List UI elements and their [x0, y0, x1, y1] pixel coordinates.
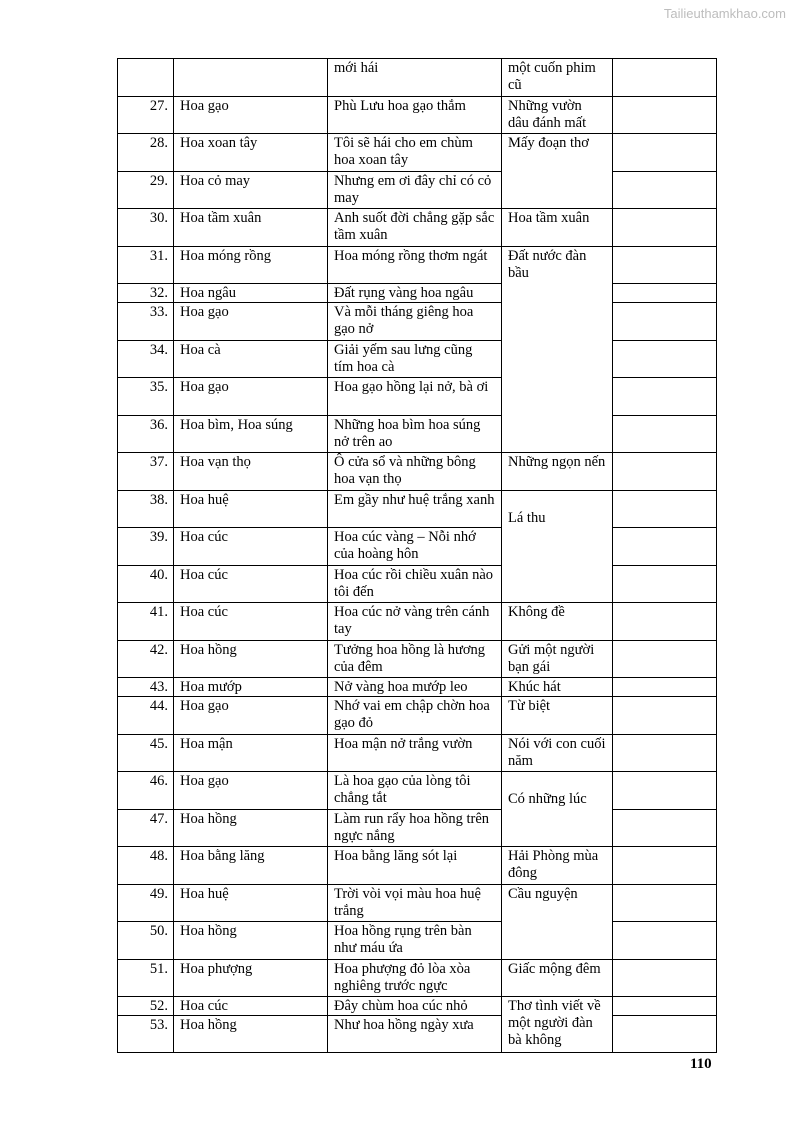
table-row [118, 678, 717, 697]
flower-name: Hoa bằng lăng [174, 847, 328, 885]
poem-title: Giấc mộng đêm [502, 960, 613, 997]
empty-cell [613, 678, 717, 697]
empty-cell [613, 134, 717, 172]
empty-cell [613, 922, 717, 960]
empty-cell [613, 416, 717, 453]
row-number: 41. [118, 603, 174, 641]
row-number: 48. [118, 847, 174, 885]
row-number: 36. [118, 416, 174, 453]
row-number: 29. [118, 172, 174, 209]
flower-name: Hoa hồng [174, 1016, 328, 1053]
table-row [118, 284, 717, 303]
flower-name: Hoa hồng [174, 810, 328, 847]
empty-cell [613, 284, 717, 303]
empty-cell [613, 341, 717, 378]
empty-cell [613, 172, 717, 209]
flower-name: Hoa xoan tây [174, 134, 328, 172]
empty-cell [613, 491, 717, 528]
poem-line: Là hoa gạo của lòng tôi chẳng tắt [328, 772, 502, 810]
empty-cell [613, 59, 717, 97]
poem-title: một cuốn phim cũ [502, 59, 613, 97]
poem-line: Hoa gạo hồng lại nở, bà ơi [328, 378, 502, 416]
poem-line: Hoa mận nở trắng vườn [328, 735, 502, 772]
row-number: 50. [118, 922, 174, 960]
row-number: 39. [118, 528, 174, 566]
empty-cell [613, 885, 717, 922]
row-number: 43. [118, 678, 174, 697]
table-row [118, 303, 717, 341]
flower-name: Hoa cúc [174, 528, 328, 566]
row-number: 46. [118, 772, 174, 810]
poem-title: Những ngọn nến [502, 453, 613, 491]
poem-line: Trời vòi vọi màu hoa huệ trắng [328, 885, 502, 922]
row-number: 33. [118, 303, 174, 341]
flower-name: Hoa gạo [174, 303, 328, 341]
flower-name [174, 59, 328, 97]
table-row [118, 922, 717, 960]
table-row [118, 697, 717, 735]
poem-line: Hoa cúc nở vàng trên cánh tay [328, 603, 502, 641]
table-row [118, 59, 717, 97]
poem-line: Đất rụng vàng hoa ngâu [328, 284, 502, 303]
table-row [118, 491, 717, 528]
flower-name: Hoa gạo [174, 772, 328, 810]
poem-title: Nói với con cuối năm [502, 735, 613, 772]
poem-line: Như hoa hồng ngày xưa [328, 1016, 502, 1053]
flower-name: Hoa móng rồng [174, 247, 328, 284]
poem-line: Đây chùm hoa cúc nhỏ [328, 997, 502, 1016]
flower-name: Hoa cà [174, 341, 328, 378]
flower-name: Hoa cúc [174, 997, 328, 1016]
poem-title: Có những lúc [502, 772, 613, 847]
empty-cell [613, 453, 717, 491]
row-number [118, 59, 174, 97]
table-row [118, 341, 717, 378]
poem-line: Phù Lưu hoa gạo thắm [328, 97, 502, 134]
empty-cell [613, 303, 717, 341]
poem-title: Từ biệt [502, 697, 613, 735]
row-number: 38. [118, 491, 174, 528]
row-number: 52. [118, 997, 174, 1016]
table-row [118, 378, 717, 416]
poem-line: Tôi sẽ hái cho em chùm hoa xoan tây [328, 134, 502, 172]
poem-line: Ô cửa sổ và những bông hoa vạn thọ [328, 453, 502, 491]
empty-cell [613, 209, 717, 247]
empty-cell [613, 997, 717, 1016]
poem-title: Gửi một người bạn gái [502, 641, 613, 678]
flower-name: Hoa huệ [174, 491, 328, 528]
flower-name: Hoa cúc [174, 566, 328, 603]
row-number: 53. [118, 1016, 174, 1053]
poem-title: Đất nước đàn bầu [502, 247, 613, 453]
empty-cell [613, 528, 717, 566]
empty-cell [613, 603, 717, 641]
poem-line: Nhưng em ơi đây chỉ có cỏ may [328, 172, 502, 209]
table-row [118, 416, 717, 453]
poem-title: Hải Phòng mùa đông [502, 847, 613, 885]
table-row [118, 247, 717, 284]
flower-name: Hoa gạo [174, 378, 328, 416]
poem-line: Em gầy như huệ trắng xanh [328, 491, 502, 528]
poem-title: Hoa tầm xuân [502, 209, 613, 247]
poem-title: Mấy đoạn thơ [502, 134, 613, 209]
table-row [118, 810, 717, 847]
poem-line: Hoa hồng rụng trên bàn như máu ứa [328, 922, 502, 960]
poem-line: Hoa bằng lăng sót lại [328, 847, 502, 885]
poem-line: Anh suốt đời chẳng gặp sắc tầm xuân [328, 209, 502, 247]
table-row [118, 847, 717, 885]
poem-title: Thơ tình viết về một người đàn bà không [502, 997, 613, 1053]
poem-line: Hoa cúc vàng – Nỗi nhớ của hoàng hôn [328, 528, 502, 566]
row-number: 28. [118, 134, 174, 172]
poem-line: Và mỗi tháng giêng hoa gạo nở [328, 303, 502, 341]
row-number: 31. [118, 247, 174, 284]
poem-line: Tưởng hoa hồng là hương của đêm [328, 641, 502, 678]
row-number: 44. [118, 697, 174, 735]
table-row [118, 772, 717, 810]
flower-name: Hoa mận [174, 735, 328, 772]
empty-cell [613, 378, 717, 416]
poem-line: Nở vàng hoa mướp leo [328, 678, 502, 697]
poem-line: Những hoa bìm hoa súng nở trên ao [328, 416, 502, 453]
table-row [118, 960, 717, 997]
empty-cell [613, 772, 717, 810]
empty-cell [613, 566, 717, 603]
row-number: 45. [118, 735, 174, 772]
empty-cell [613, 97, 717, 134]
poem-line: mới hái [328, 59, 502, 97]
flower-name: Hoa phượng [174, 960, 328, 997]
flower-name: Hoa hồng [174, 641, 328, 678]
empty-cell [613, 247, 717, 284]
empty-cell [613, 847, 717, 885]
table-row [118, 453, 717, 491]
flower-name: Hoa tầm xuân [174, 209, 328, 247]
row-number: 34. [118, 341, 174, 378]
poem-line: Làm run rẩy hoa hồng trên ngực nắng [328, 810, 502, 847]
table-row [118, 885, 717, 922]
row-number: 27. [118, 97, 174, 134]
table-row [118, 528, 717, 566]
row-number: 47. [118, 810, 174, 847]
empty-cell [613, 960, 717, 997]
row-number: 37. [118, 453, 174, 491]
flower-name: Hoa vạn thọ [174, 453, 328, 491]
row-number: 42. [118, 641, 174, 678]
empty-cell [613, 697, 717, 735]
table-row [118, 97, 717, 134]
poem-line: Hoa phượng đỏ lòa xòa nghiêng trước ngực [328, 960, 502, 997]
flower-name: Hoa gạo [174, 97, 328, 134]
row-number: 35. [118, 378, 174, 416]
table-row [118, 997, 717, 1016]
table-row [118, 134, 717, 172]
flower-name: Hoa cúc [174, 603, 328, 641]
table-row [118, 209, 717, 247]
table-row [118, 603, 717, 641]
flower-poem-table [117, 58, 717, 1053]
flower-name: Hoa huệ [174, 885, 328, 922]
empty-cell [613, 810, 717, 847]
poem-line: Nhớ vai em chập chờn hoa gạo đỏ [328, 697, 502, 735]
poem-line: Hoa móng rồng thơm ngát [328, 247, 502, 284]
poem-title: Những vườn dâu đánh mất [502, 97, 613, 134]
poem-title: Khúc hát [502, 678, 613, 697]
flower-name: Hoa cỏ may [174, 172, 328, 209]
poem-title: Cầu nguyện [502, 885, 613, 960]
empty-cell [613, 735, 717, 772]
row-number: 32. [118, 284, 174, 303]
table-row [118, 172, 717, 209]
table-row [118, 735, 717, 772]
flower-name: Hoa ngâu [174, 284, 328, 303]
flower-name: Hoa hồng [174, 922, 328, 960]
flower-name: Hoa gạo [174, 697, 328, 735]
empty-cell [613, 1016, 717, 1053]
poem-line: Hoa cúc rồi chiều xuân nào tôi đến [328, 566, 502, 603]
table-row [118, 641, 717, 678]
row-number: 49. [118, 885, 174, 922]
row-number: 40. [118, 566, 174, 603]
table-row [118, 566, 717, 603]
row-number: 30. [118, 209, 174, 247]
empty-cell [613, 641, 717, 678]
poem-title: Không đề [502, 603, 613, 641]
table-row [118, 1016, 717, 1053]
page-number: 110 [690, 1056, 712, 1072]
row-number: 51. [118, 960, 174, 997]
flower-name: Hoa bìm, Hoa súng [174, 416, 328, 453]
flower-name: Hoa mướp [174, 678, 328, 697]
poem-title: Lá thu [502, 491, 613, 603]
poem-line: Giải yếm sau lưng cũng tím hoa cà [328, 341, 502, 378]
watermark: Tailieuthamkhao.com [663, 6, 786, 21]
